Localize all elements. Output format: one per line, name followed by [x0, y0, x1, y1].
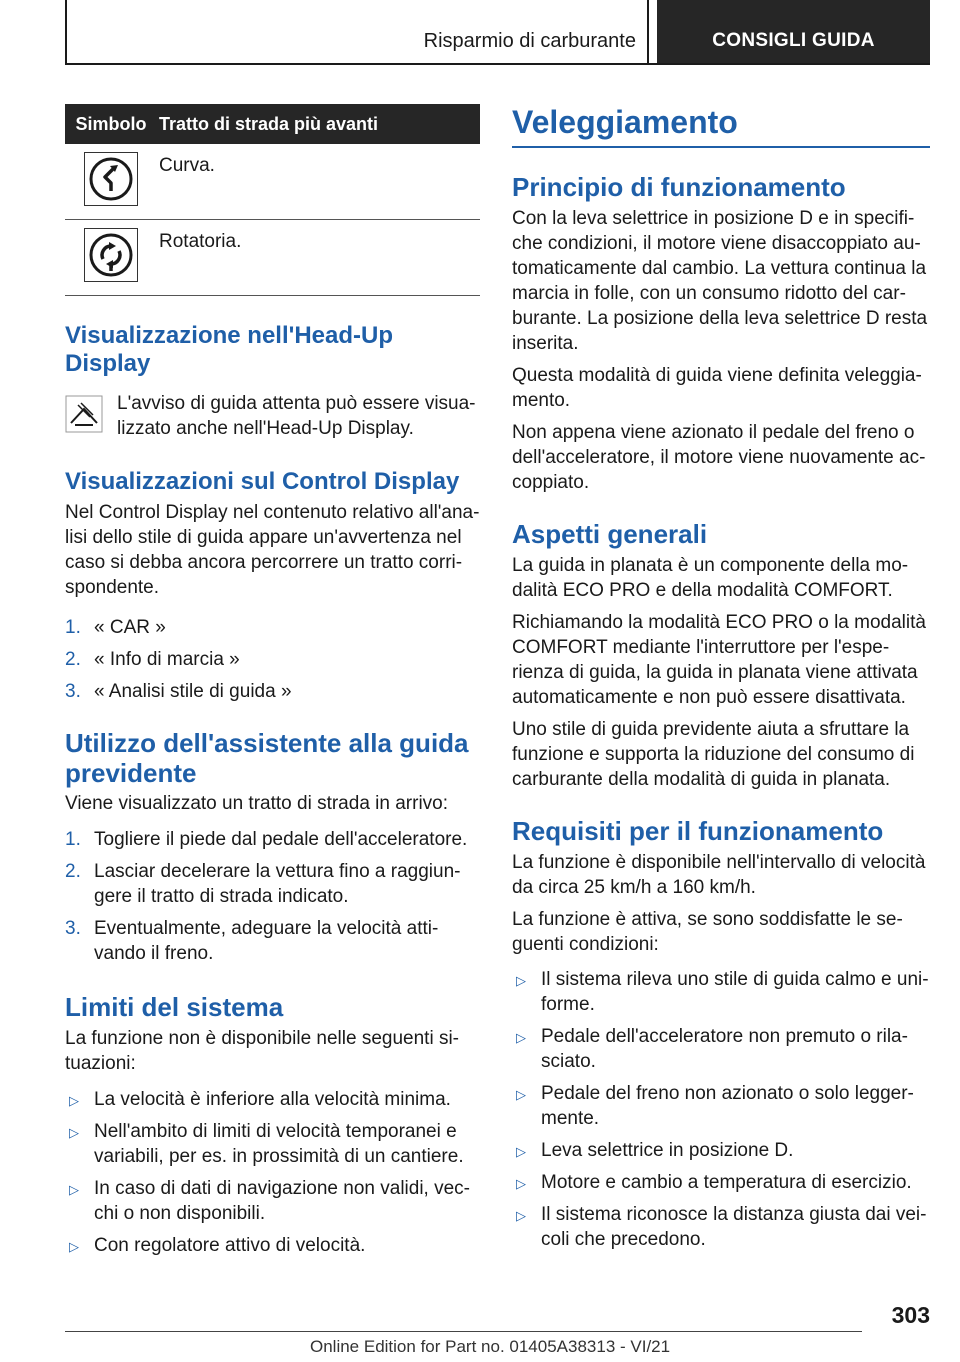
control-display-text: Nel Control Display nel contenuto relativo all'ana- lisi dello stile di guida appare un'avvertenza nel caso si debba ancora percorrere un tratto corri- spondente. — [65, 502, 480, 598]
left-column — [65, 104, 480, 1258]
requirements-heading: Requisiti per il funzionamento — [512, 816, 884, 846]
hud-heading: Visualizzazione nell'Head-Up Display — [65, 322, 394, 377]
table-cell-symbol — [65, 220, 157, 296]
principle-para-2: Questa modalità di guida viene definita veleggia- mento. — [512, 365, 922, 411]
list-item: ▷ Leva selettrice in posizione D. — [512, 1138, 930, 1163]
header-section-title: Risparmio di carburante — [423, 30, 636, 52]
general-para-1: La guida in planata è un componente della mo- dalità ECO PRO e della modalità COMFORT. — [512, 555, 909, 601]
bullet-triangle-icon: ▷ — [69, 1093, 79, 1108]
right-column — [512, 104, 930, 1252]
requirements-para-1: La funzione è disponibile nell'intervallo di velocità da circa 25 km/h a 160 km/h. — [512, 852, 926, 898]
limits-intro: La funzione non è disponibile nelle seguenti si- tuazioni: — [65, 1028, 459, 1074]
list-item: ▷ La velocità è inferiore alla velocità minima. — [65, 1087, 480, 1112]
hud-text: L'avviso di guida attenta può essere visua- lizzato anche nell'Head-Up Display. — [117, 393, 476, 439]
bullet-triangle-icon: ▷ — [516, 1144, 526, 1159]
list-item: ▷ Nell'ambito di limiti di velocità temporanei e variabili, per es. in prossimità di un cantiere. — [69, 1121, 464, 1167]
general-heading: Aspetti generali — [512, 519, 708, 549]
list-item: ▷ Il sistema rileva uno stile di guida calmo e uni- forme. — [516, 969, 929, 1015]
list-item: 3. Eventualmente, adeguare la velocità atti- vando il freno. — [65, 918, 439, 964]
footer-edition: Online Edition for Part no. 01405A38313 - VI/21 — [310, 1337, 671, 1356]
bullet-triangle-icon: ▷ — [516, 1030, 526, 1045]
footer-rule — [65, 1331, 862, 1332]
hud-note — [65, 391, 480, 441]
list-item: ▷ Il sistema riconosce la distanza giusta dai vei- coli che precedono. — [516, 1204, 927, 1250]
page-number: 303 — [891, 1302, 930, 1328]
header-chapter-tab[interactable] — [657, 0, 930, 63]
requirements-para-2: La funzione è attiva, se sono soddisfatte le se- guenti condizioni: — [512, 909, 903, 955]
table-cell-symbol — [65, 144, 157, 220]
header-divider — [647, 0, 649, 65]
bullet-triangle-icon: ▷ — [69, 1125, 79, 1140]
table-cell-description: Curva. — [157, 144, 480, 220]
assistant-heading: Utilizzo dell'assistente alla guida previdente — [65, 728, 469, 788]
list-item: ▷ Pedale del freno non azionato o solo legger- mente. — [516, 1083, 914, 1129]
header-rule — [65, 63, 930, 65]
list-item: ▷ In caso di dati di navigazione non validi, vec- chi o non disponibili. — [69, 1178, 471, 1224]
list-item: 3. « Analisi stile di guida » — [65, 681, 292, 702]
bullet-triangle-icon: ▷ — [69, 1239, 79, 1254]
principle-para-3: Non appena viene azionato il pedale del freno o dell'acceleratore, il motore viene nuovamente ac- coppiato. — [512, 422, 926, 493]
table-header-description: Tratto di strada più avanti — [157, 104, 480, 144]
principle-heading: Principio di funzionamento — [512, 172, 846, 202]
limits-heading: Limiti del sistema — [65, 992, 284, 1022]
control-display-steps — [65, 615, 480, 704]
assistant-steps — [65, 827, 480, 966]
list-item: ▷ Motore e cambio a temperatura di esercizio. — [512, 1170, 930, 1195]
assistant-intro: Viene visualizzato un tratto di strada in arrivo: — [65, 793, 449, 814]
list-item: 2. « Info di marcia » — [65, 649, 240, 670]
bullet-triangle-icon: ▷ — [516, 1176, 526, 1191]
bullet-triangle-icon: ▷ — [516, 973, 526, 988]
bullet-triangle-icon: ▷ — [516, 1208, 526, 1223]
requirements-list — [512, 967, 930, 1252]
head-up-display-icon — [65, 395, 103, 433]
header-chapter-label: CONSIGLI GUIDA — [712, 30, 875, 51]
table-header-symbol: Simbolo — [65, 104, 157, 144]
bullet-triangle-icon: ▷ — [516, 1087, 526, 1102]
table-cell-description: Rotatoria. — [157, 220, 480, 296]
list-item: ▷ Con regolatore attivo di velocità. — [65, 1233, 480, 1258]
table-row — [65, 220, 480, 296]
curve-road-icon — [84, 152, 138, 206]
list-item: 2. Lasciar decelerare la vettura fino a raggiun- gere il tratto di strada indicato. — [65, 861, 461, 907]
roundabout-icon — [84, 228, 138, 282]
list-item: ▷ Pedale dell'acceleratore non premuto o rila- sciato. — [516, 1026, 908, 1072]
table-row — [65, 144, 480, 220]
control-display-heading: Visualizzazioni sul Control Display — [65, 468, 460, 495]
bullet-triangle-icon: ▷ — [69, 1182, 79, 1197]
general-para-3: Uno stile di guida previdente aiuta a sfruttare la funzione e supporta la riduzione del consumo di carburante della modalità di guida in planata. — [512, 719, 915, 790]
principle-para-1: Con la leva selettrice in posizione D e in specifi- che condizioni, il motore viene disaccoppiato au- tomaticamente dal cambio. La vettura continua la marcia in folle, con un consumo ridotto del car- burante. La posizione della leva selettrice D resta inserita. — [512, 208, 928, 354]
page-title: Veleggiamento — [512, 104, 738, 140]
header-left-rule — [65, 0, 67, 65]
list-item: 1. Togliere il piede dal pedale dell'acceleratore. — [65, 829, 468, 850]
general-para-2: Richiamando la modalità ECO PRO o la modalità COMFORT mediante l'interruttore per l'espe- rienza di guida, la guida in planata viene attivata automaticamente e non può essere disattivata. — [512, 612, 926, 708]
list-item: 1. « CAR » — [65, 617, 166, 638]
symbol-table — [65, 104, 480, 296]
table-header-row — [65, 104, 480, 144]
limits-list — [65, 1087, 480, 1258]
